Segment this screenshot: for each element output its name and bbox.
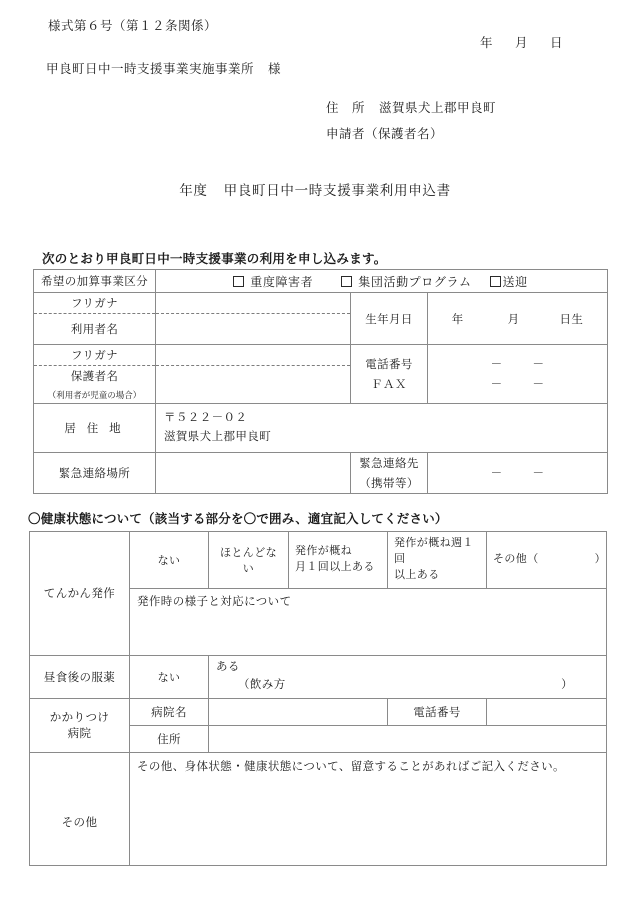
guardian-furigana-label: フリガナ <box>70 350 119 362</box>
seizure-option-almost-none[interactable] <box>209 532 289 589</box>
medication-how-close: ） <box>561 679 573 692</box>
seizure-row-label: てんかん発作 <box>43 588 116 601</box>
residence-label: 居 住 地 <box>64 422 125 435</box>
table-row-residence <box>34 404 608 453</box>
hospital-label-line1: かかりつけ <box>49 712 110 725</box>
guardian-name-label: 保護者名 <box>70 371 119 383</box>
user-furigana-input[interactable] <box>156 293 351 314</box>
user-furigana-label: フリガナ <box>70 298 119 310</box>
checkbox-label: 集団活動プログラム <box>358 274 472 289</box>
addressee-name: 甲良町日中一時支援事業実施事業所 <box>46 62 255 76</box>
phone-dash-1: － <box>490 359 503 371</box>
service-category-options-cell <box>156 270 608 293</box>
birthdate-day-label: 日生 <box>559 313 584 326</box>
hospital-address-input[interactable] <box>209 725 607 752</box>
medication-row-label: 昼食後の服薬 <box>43 671 116 684</box>
seizure-weekly-line2: 以上ある <box>394 568 440 581</box>
seizure-option-monthly[interactable] <box>289 532 388 589</box>
seizure-other-open: その他（ <box>493 552 539 565</box>
seizure-option-weekly[interactable] <box>388 532 487 589</box>
medication-how-to-take <box>238 677 599 694</box>
checkbox-group-activity-program[interactable] <box>341 273 471 290</box>
checkbox-label: 送迎 <box>502 274 528 289</box>
guardian-furigana-input[interactable] <box>156 345 351 366</box>
hospital-address-label: 住所 <box>157 733 181 746</box>
emergency-dash-1: － <box>490 467 503 480</box>
table-row-user-furigana <box>34 293 608 314</box>
residence-block <box>156 404 607 452</box>
emergency-contact-value-cell[interactable] <box>428 452 608 493</box>
checkbox-icon[interactable] <box>233 276 244 287</box>
seizure-row-label-cell <box>30 532 130 656</box>
phone-input[interactable] <box>428 354 607 374</box>
birthdate-label-cell <box>351 293 428 345</box>
checkbox-icon[interactable] <box>341 276 352 287</box>
service-category-label: 希望の加算事業区分 <box>40 276 149 288</box>
seizure-option-none[interactable] <box>130 532 209 589</box>
hospital-phone-label: 電話番号 <box>413 706 461 719</box>
residence-value: 滋賀県犬上郡甲良町 <box>164 430 272 443</box>
fax-dash-1: － <box>490 379 503 391</box>
fax-input[interactable] <box>428 374 607 394</box>
user-name-label-cell <box>34 314 156 345</box>
seizure-note-cell[interactable] <box>130 588 607 655</box>
medication-option-none-label: ない <box>157 671 181 684</box>
medication-row-label-cell <box>30 655 130 698</box>
table-row-emergency <box>34 452 608 493</box>
checkbox-icon[interactable] <box>490 276 501 287</box>
applicant-address-value: 滋賀県犬上郡甲良町 <box>379 101 497 115</box>
table-row-medication <box>30 655 607 698</box>
table-row-seizure-options <box>30 532 607 589</box>
hospital-phone-input[interactable] <box>487 698 607 725</box>
hospital-phone-label-cell <box>388 698 487 725</box>
emergency-contact-label: 緊急連絡先 <box>359 457 419 470</box>
checkbox-severe-disability[interactable] <box>233 273 313 290</box>
seizure-option-weekly-label <box>388 532 486 588</box>
guardian-name-note: （利用者が児童の場合） <box>47 390 142 400</box>
seizure-weekly-line1: 発作が概ね週１回 <box>394 537 474 565</box>
phone-label: 電話番号 <box>365 359 413 371</box>
emergency-contact-sublabel: （携帯等） <box>359 477 419 490</box>
service-checkbox-group <box>156 271 607 292</box>
seizure-note-prompt: 発作時の様子と対応について <box>137 595 292 608</box>
birthdate-value-cell[interactable] <box>428 293 608 345</box>
seizure-option-other[interactable] <box>487 532 607 589</box>
health-status-table <box>29 531 607 866</box>
table-row-guardian-furigana <box>34 345 608 366</box>
addressee-honorific: 様 <box>268 62 282 76</box>
applicant-name-label: 申請者（保護者名） <box>326 127 444 141</box>
hospital-label-line2: 病院 <box>67 728 92 741</box>
table-row-other-prompt <box>30 752 607 779</box>
date-entry-line <box>480 33 563 51</box>
hospital-row-label <box>30 707 129 743</box>
applicant-info-table <box>33 269 608 494</box>
residence-value-cell[interactable] <box>156 404 608 453</box>
table-row-hospital-name <box>30 698 607 725</box>
medication-how-open: （飲み方 <box>238 679 286 692</box>
other-row-label-cell <box>30 779 130 866</box>
seizure-monthly-line2: 月１回以上ある <box>295 560 375 573</box>
other-input[interactable] <box>130 779 607 866</box>
medication-option-none[interactable] <box>130 655 209 698</box>
seizure-option-almost-none-label: ほとんどない <box>220 546 277 575</box>
birthdate-month-label: 月 <box>507 313 520 326</box>
date-month-label: 月 <box>515 36 529 50</box>
seizure-option-other-label <box>487 548 606 572</box>
date-day-label: 日 <box>550 36 564 50</box>
fax-dash-2: － <box>532 379 545 391</box>
addressee-line <box>46 59 281 77</box>
seizure-option-none-label: ない <box>157 554 181 567</box>
emergency-contact-label-cell <box>351 452 428 493</box>
hospital-name-input[interactable] <box>209 698 388 725</box>
birthdate-year-label: 年 <box>451 313 464 326</box>
other-row-label: その他 <box>61 816 98 829</box>
medication-option-yes-block <box>209 656 606 698</box>
guardian-furigana-label-cell <box>34 345 156 366</box>
health-section-title: 〇健康状態について（該当する部分を〇で囲み、適宜記入してください） <box>28 512 448 526</box>
phone-fax-label-cell <box>351 345 428 404</box>
table-row-service-category <box>34 270 608 293</box>
page-title <box>0 179 630 199</box>
phone-fax-value-cell[interactable] <box>428 345 608 404</box>
hospital-address-label-cell <box>130 725 209 752</box>
postal-code: 〒５２２－０２ <box>164 412 248 424</box>
other-prompt-cell <box>130 752 607 779</box>
service-category-label-cell <box>34 270 156 293</box>
checkbox-transport[interactable] <box>490 273 528 290</box>
other-prompt: その他、身体状態・健康状態について、留意することがあればご記入ください。 <box>137 760 565 773</box>
user-furigana-label-cell <box>34 293 156 314</box>
user-name-input[interactable] <box>156 314 351 345</box>
seizure-other-close: ） <box>594 552 607 565</box>
date-year-label: 年 <box>480 36 494 50</box>
birthdate-fields <box>428 309 607 329</box>
form-code: 様式第６号（第１２条関係） <box>48 19 218 33</box>
hospital-name-label: 病院名 <box>151 706 187 719</box>
table-row-other-body <box>30 779 607 866</box>
hospital-row-label-cell <box>30 698 130 752</box>
applicant-address-label: 住 所 <box>326 101 366 115</box>
seizure-option-monthly-label <box>289 540 387 580</box>
emergency-place-label: 緊急連絡場所 <box>58 467 131 480</box>
birthdate-label: 生年月日 <box>365 313 413 326</box>
medication-option-yes-label: ある <box>216 660 240 673</box>
user-name-label: 利用者名 <box>70 324 119 336</box>
emergency-place-label-cell <box>34 452 156 493</box>
seizure-monthly-line1: 発作が概ね <box>295 544 352 557</box>
residence-label-cell <box>34 404 156 453</box>
fax-label: ＦＡＸ <box>371 379 407 391</box>
emergency-dash-2: － <box>532 467 545 480</box>
emergency-place-input[interactable] <box>156 452 351 493</box>
other-label-spacer-cell <box>30 752 130 779</box>
hospital-name-label-cell <box>130 698 209 725</box>
intro-statement: 次のとおり甲良町日中一時支援事業の利用を申し込みます。 <box>42 252 387 266</box>
checkbox-label: 重度障害者 <box>250 274 314 289</box>
emergency-contact-input[interactable] <box>428 463 607 483</box>
title-main: 甲良町日中一時支援事業利用申込書 <box>223 183 451 198</box>
guardian-name-label-cell <box>34 366 156 404</box>
title-year-prefix: 年度 <box>179 183 208 198</box>
applicant-address-line <box>326 98 496 116</box>
phone-dash-2: － <box>532 359 545 371</box>
guardian-name-input[interactable] <box>156 366 351 404</box>
medication-option-yes-cell[interactable] <box>209 655 607 698</box>
